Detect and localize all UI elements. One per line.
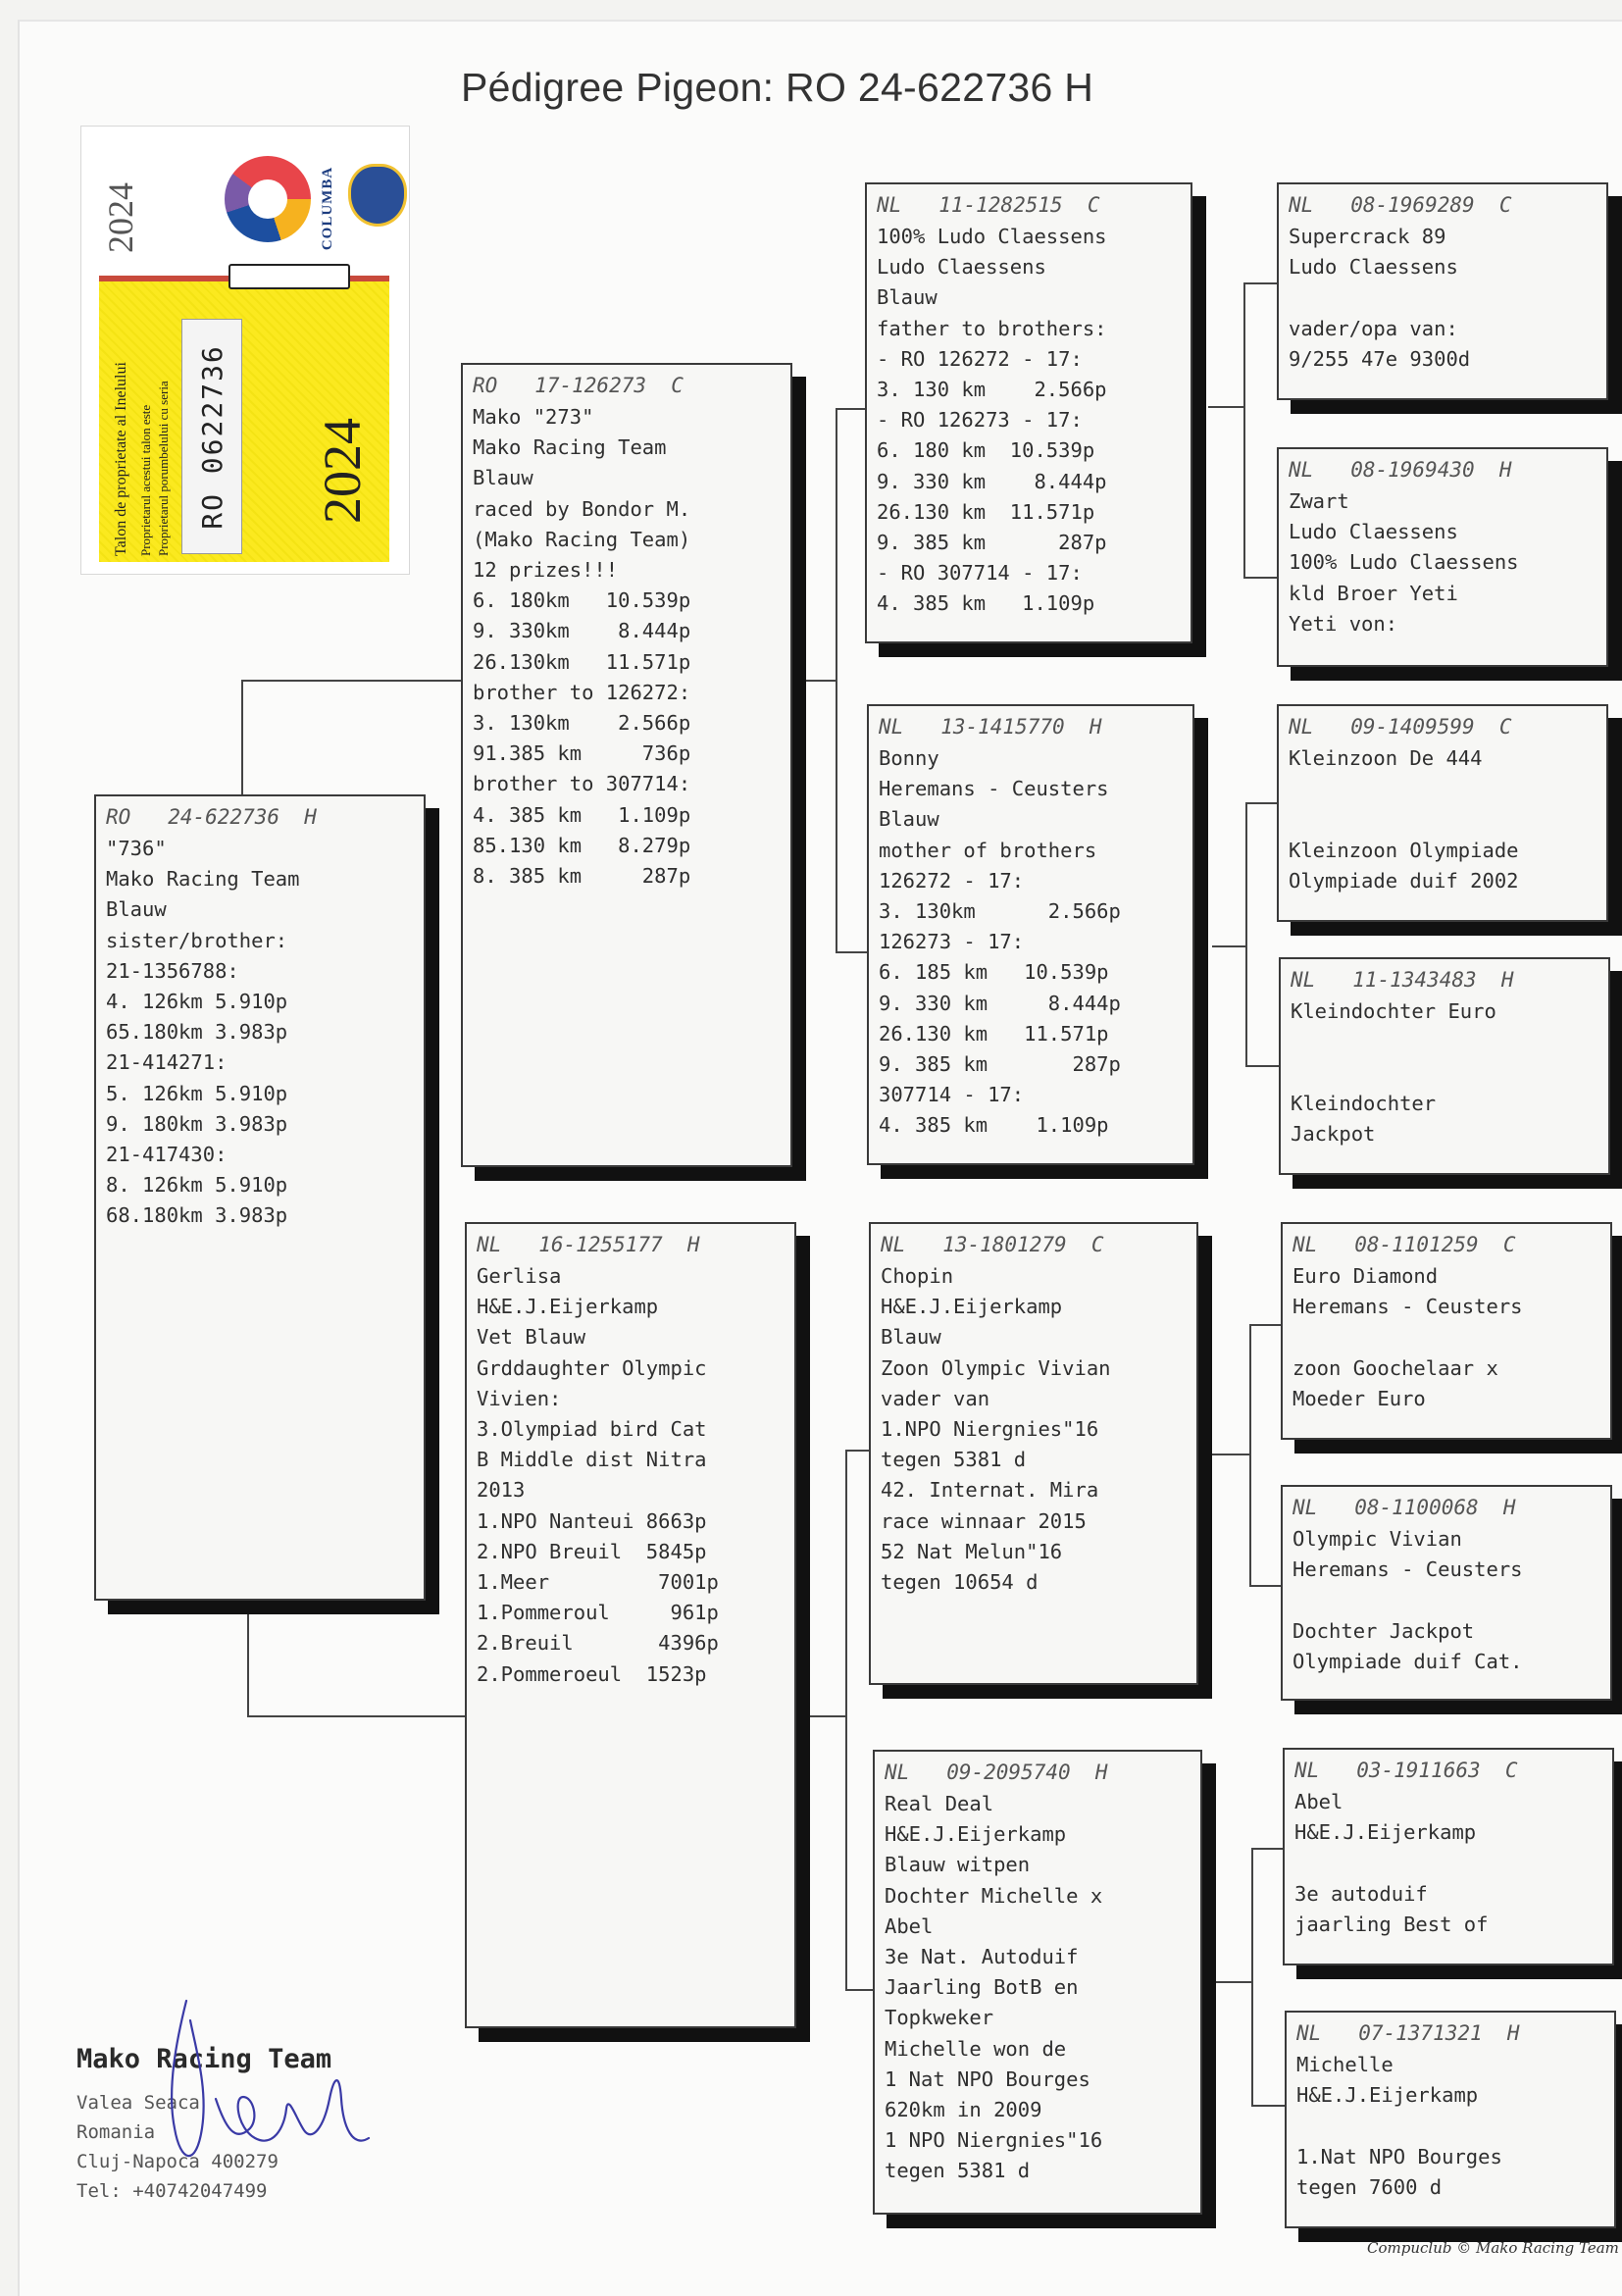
text-line: Valea Seaca	[76, 2092, 200, 2114]
pedigree-box-sire-sire	[865, 182, 1192, 643]
text-line: 4. 385 km 1.109p	[877, 591, 1095, 616]
text-line: 68.180km 3.983p	[106, 1203, 288, 1228]
text-line: Kleindochter	[1291, 1091, 1437, 1115]
pedigree-box-gg-6	[1281, 1485, 1612, 1701]
ring-ownership-label	[80, 126, 410, 575]
ring-number: NL 08-1969289 C	[1289, 193, 1512, 217]
text-line: Heremans - Ceusters	[1293, 1557, 1523, 1582]
text-line: Ludo Claessens	[1289, 255, 1458, 280]
text-line: 1.Nat NPO Bourges	[1296, 2144, 1502, 2168]
text-line: Heremans - Ceusters	[879, 777, 1109, 801]
text-line: Tel: +40742047499	[76, 2180, 268, 2202]
text-line: tegen 5381 d	[881, 1448, 1027, 1472]
text-line: Blauw	[879, 807, 939, 832]
text-line: Cluj-Napoca 400279	[76, 2151, 279, 2172]
text-line: Kleinzoon De 444	[1289, 746, 1483, 770]
connector	[1243, 282, 1245, 577]
text-line: (Mako Racing Team)	[473, 527, 691, 551]
text-line: Grddaughter Olympic	[477, 1355, 707, 1380]
connector	[1243, 577, 1277, 579]
text-line: Blauw	[473, 466, 533, 490]
text-line: vader van	[881, 1386, 990, 1410]
text-line: 3.Olympiad bird Cat	[477, 1417, 707, 1442]
text-line: 2013	[477, 1478, 526, 1503]
connector	[1208, 406, 1245, 408]
text-line: raced by Bondor M.	[473, 496, 691, 521]
text-line: 9/255 47e 9300d	[1289, 346, 1471, 371]
federation-logo-icon	[225, 156, 311, 242]
text-line: 4. 385 km 1.109p	[473, 802, 691, 827]
text-line: 6. 180km 10.539p	[473, 588, 691, 613]
box-body	[1293, 1261, 1600, 1414]
box-body	[477, 1261, 785, 1690]
connector	[845, 1450, 847, 1989]
text-line: Topkweker	[885, 2006, 994, 2030]
text-line: 21-1356788:	[106, 958, 239, 983]
text-line: mother of brothers	[879, 838, 1097, 862]
text-line: H&E.J.Eijerkamp	[885, 1822, 1067, 1847]
text-line	[1289, 774, 1597, 804]
text-line: 65.180km 3.983p	[106, 1020, 288, 1045]
text-line	[1293, 1585, 1600, 1615]
text-line: Bonny	[879, 746, 939, 770]
ring-number: NL 08-1969430 H	[1289, 458, 1512, 482]
ring-number: NL 16-1255177 H	[477, 1233, 700, 1256]
text-line: tegen 7600 d	[1296, 2174, 1443, 2199]
text-line: race winnaar 2015	[881, 1508, 1087, 1533]
text-line: 85.130 km 8.279p	[473, 833, 691, 857]
connector	[836, 408, 865, 410]
connector	[1249, 1585, 1283, 1587]
text-line: 1.NPO Nanteui 8663p	[477, 1508, 707, 1533]
ring-number: NL 11-1282515 C	[877, 193, 1100, 217]
ring-number: NL 13-1801279 C	[881, 1233, 1104, 1256]
text-line: 42. Internat. Mira	[881, 1478, 1099, 1503]
text-line: Jackpot	[1291, 1121, 1376, 1146]
text-line: 8. 385 km 287p	[473, 864, 691, 889]
text-line	[1291, 1057, 1598, 1088]
text-line: 620km in 2009	[885, 2098, 1042, 2122]
text-line: 1 Nat NPO Bourges	[885, 2066, 1090, 2091]
text-line: Mako Racing Team	[106, 867, 300, 892]
ring-number: NL 11-1343483 H	[1291, 968, 1514, 992]
text-line: Romania	[76, 2121, 156, 2143]
text-line: Olympic Vivian	[1293, 1527, 1462, 1551]
text-line: Heremans - Ceusters	[1293, 1295, 1523, 1319]
text-line: Dochter Jackpot	[1293, 1618, 1475, 1643]
text-line: Kleindochter Euro	[1291, 999, 1496, 1023]
text-line: tegen 5381 d	[885, 2159, 1031, 2183]
text-line: Supercrack 89	[1289, 225, 1446, 248]
box-body	[885, 1789, 1191, 2187]
text-line: 6. 185 km 10.539p	[879, 960, 1109, 985]
pedigree-box-gg-4	[1279, 957, 1610, 1175]
text-line: Ludo Claessens	[1289, 520, 1458, 544]
text-line: 126272 - 17:	[879, 868, 1025, 893]
box-body	[1289, 222, 1597, 375]
text-line: Chopin	[881, 1264, 954, 1288]
text-line: Abel	[885, 1913, 934, 1938]
text-line: H&E.J.Eijerkamp	[477, 1295, 659, 1319]
text-line: Vivien:	[477, 1386, 562, 1410]
text-line	[1291, 1027, 1598, 1057]
text-line: 100% Ludo Claessens	[877, 225, 1107, 248]
columba-brand: COLUMBA	[320, 166, 336, 250]
text-line	[1289, 804, 1597, 835]
text-line: Olympiade duif 2002	[1289, 868, 1519, 893]
text-line: 3. 130km 2.566p	[879, 899, 1121, 924]
text-line: 4. 126km 5.910p	[106, 990, 288, 1014]
text-line: 3e Nat. Autoduif	[885, 1945, 1079, 1969]
connector	[836, 951, 871, 953]
ring-number: RO 24-622736 H	[106, 805, 317, 829]
text-line: Vet Blauw	[477, 1325, 586, 1350]
text-line: 21-414271:	[106, 1050, 228, 1075]
text-line	[1289, 282, 1597, 313]
text-line	[1296, 2111, 1604, 2141]
text-line: H&E.J.Eijerkamp	[881, 1295, 1063, 1319]
pedigree-box-subject	[94, 794, 426, 1601]
text-line: - RO 126273 - 17:	[877, 408, 1083, 433]
text-line: Dochter Michelle x	[885, 1883, 1103, 1908]
text-line: 9. 180km 3.983p	[106, 1111, 288, 1136]
connector	[1249, 1324, 1283, 1326]
ring-label-line3: Proprietarul porumbelului cu seria	[156, 381, 171, 556]
box-body	[1296, 2050, 1604, 2203]
ring-number: NL 03-1911663 C	[1294, 1759, 1518, 1782]
text-line: vader/opa van:	[1289, 316, 1458, 340]
pedigree-box-sire-dam	[867, 704, 1194, 1165]
text-line: Blauw	[877, 285, 938, 310]
connector	[800, 680, 837, 682]
connector	[247, 1715, 465, 1717]
pedigree-box-gg-3	[1277, 704, 1608, 922]
box-body	[106, 834, 414, 1232]
text-line: 2.Breuil 4396p	[477, 1631, 719, 1656]
ring-number: NL 07-1371321 H	[1296, 2021, 1520, 2045]
box-body	[1289, 486, 1597, 639]
connector	[1214, 1981, 1253, 1983]
box-body	[879, 743, 1183, 1142]
text-line: 307714 - 17:	[879, 1083, 1025, 1107]
ring-number: NL 09-1409599 C	[1289, 715, 1512, 739]
text-line: brother to 307714:	[473, 772, 691, 796]
box-body	[881, 1261, 1187, 1598]
text-line: Abel	[1294, 1790, 1343, 1813]
ring-number: NL 09-2095740 H	[885, 1760, 1108, 1784]
text-line: 4. 385 km 1.109p	[879, 1113, 1109, 1138]
connector	[247, 1608, 249, 1716]
text-line: H&E.J.Eijerkamp	[1294, 1820, 1477, 1845]
ring-label-line2: Proprietarul acestui talon este	[138, 404, 153, 556]
connector	[1251, 1848, 1287, 1850]
pedigree-box-dam-sire	[869, 1222, 1198, 1685]
text-line: 126273 - 17:	[879, 930, 1025, 954]
pedigree-box-gg-1	[1277, 182, 1608, 400]
text-line: 5. 126km 5.910p	[106, 1081, 288, 1105]
pedigree-box-dam	[465, 1222, 796, 2028]
text-line: H&E.J.Eijerkamp	[1296, 2083, 1479, 2108]
text-line: tegen 10654 d	[881, 1570, 1039, 1595]
text-line: 8. 126km 5.910p	[106, 1173, 288, 1198]
connector	[1212, 945, 1247, 947]
text-line: father to brothers:	[877, 316, 1107, 340]
text-line: - RO 307714 - 17:	[877, 561, 1083, 586]
text-line: Ludo Claessens	[877, 255, 1046, 280]
box-body	[1293, 1524, 1600, 1677]
connector	[1245, 1065, 1279, 1067]
connector	[1243, 282, 1277, 284]
ring-label-line1: Talon de proprietate al Inelului	[113, 362, 129, 556]
text-line: 9. 330km 8.444p	[473, 619, 691, 643]
text-line: Zwart	[1289, 489, 1349, 513]
pedigree-box-gg-7	[1283, 1748, 1614, 1965]
text-line: 91.385 km 736p	[473, 741, 691, 766]
text-line: Jaarling BotB en	[885, 1975, 1079, 2000]
text-line: 1.NPO Niergnies"16	[881, 1417, 1099, 1442]
text-line: - RO 126272 - 17:	[877, 346, 1083, 371]
text-line: jaarling Best of	[1294, 1912, 1489, 1936]
text-line: 9. 385 km 287p	[877, 531, 1107, 555]
text-line: 26.130km 11.571p	[473, 649, 691, 674]
text-line: Mako "273"	[473, 405, 594, 429]
text-line: Gerlisa	[477, 1264, 562, 1288]
text-line: Olympiade duif Cat.	[1293, 1649, 1523, 1673]
text-line: Michelle won de	[885, 2036, 1067, 2061]
connector	[1251, 2105, 1285, 2107]
text-line: 26.130 km 11.571p	[877, 499, 1095, 524]
pedigree-box-gg-2	[1277, 447, 1608, 667]
connector	[1212, 1454, 1251, 1455]
text-line: "736"	[106, 837, 167, 860]
connector	[1251, 1848, 1253, 2105]
box-body	[473, 402, 781, 892]
text-line: Euro Diamond	[1293, 1264, 1439, 1288]
box-body	[1289, 743, 1597, 896]
connector	[806, 1715, 847, 1717]
text-line: 2.Pommeroeul 1523p	[477, 1661, 707, 1686]
page-title: Pédigree Pigeon: RO 24-622736 H	[461, 65, 1094, 110]
ring-serial: RO 0622736	[181, 319, 242, 554]
pedigree-box-dam-dam	[873, 1750, 1202, 2215]
box-body	[1291, 996, 1598, 1149]
text-line	[1294, 1848, 1602, 1878]
text-line: 3. 130km 2.566p	[473, 711, 691, 736]
text-line: Zoon Olympic Vivian	[881, 1355, 1111, 1380]
text-line: Real Deal	[885, 1792, 994, 1815]
text-line: 6. 180 km 10.539p	[877, 438, 1095, 463]
text-line: 100% Ludo Claessens	[1289, 550, 1519, 575]
text-line: 26.130 km 11.571p	[879, 1021, 1109, 1046]
connector	[1245, 802, 1247, 1065]
pedigree-box-gg-8	[1285, 2011, 1616, 2228]
text-line: 1.Meer 7001p	[477, 1570, 719, 1595]
text-line: Blauw witpen	[885, 1853, 1031, 1877]
signature-icon	[157, 1981, 382, 2177]
ring-number: NL 08-1100068 H	[1293, 1496, 1516, 1519]
text-line: 21-417430:	[106, 1143, 228, 1167]
text-line: B Middle dist Nitra	[477, 1448, 707, 1472]
pedigree-box-gg-5	[1281, 1222, 1612, 1440]
ring-year-top: 2024	[101, 182, 140, 253]
text-line: Moeder Euro	[1293, 1386, 1426, 1410]
text-line: 9. 330 km 8.444p	[879, 991, 1121, 1015]
text-line: zoon Goochelaar x	[1293, 1355, 1498, 1380]
text-line: Kleinzoon Olympiade	[1289, 838, 1519, 862]
text-line: Blauw	[106, 897, 167, 922]
text-line: 1 NPO Niergnies"16	[885, 2128, 1103, 2153]
text-line: Michelle	[1296, 2053, 1394, 2076]
text-line: sister/brother:	[106, 928, 288, 952]
ring-number: NL 08-1101259 C	[1293, 1233, 1516, 1256]
text-line: 3e autoduif	[1294, 1881, 1428, 1906]
text-line: Mako Racing Team	[473, 435, 667, 460]
box-body	[877, 222, 1181, 620]
text-line: 1.Pommeroul 961p	[477, 1601, 719, 1625]
text-line	[1293, 1322, 1600, 1352]
connector	[241, 680, 461, 682]
ring-year-big: 2024	[313, 418, 372, 524]
text-line: brother to 126272:	[473, 680, 691, 704]
pedigree-box-sire	[461, 363, 792, 1167]
connector	[1245, 802, 1279, 804]
text-line: Yeti von:	[1289, 611, 1398, 636]
footer-credit: Compuclub © Mako Racing Team	[1367, 2239, 1619, 2257]
text-line: kld Broer Yeti	[1289, 581, 1458, 605]
text-line: 9. 330 km 8.444p	[877, 469, 1107, 493]
text-line: 9. 385 km 287p	[879, 1052, 1121, 1077]
ring-slot	[228, 264, 350, 289]
text-line: 3. 130 km 2.566p	[877, 378, 1107, 402]
text-line: Blauw	[881, 1325, 941, 1350]
owner-name: Mako Racing Team	[76, 2044, 332, 2074]
connector	[241, 680, 243, 794]
box-body	[1294, 1787, 1602, 1940]
text-line: 12 prizes!!!	[473, 558, 619, 583]
text-line: 52 Nat Melun"16	[881, 1539, 1063, 1563]
ring-number: RO 17-126273 C	[473, 374, 684, 397]
text-line: 2.NPO Breuil 5845p	[477, 1539, 707, 1563]
club-badge-icon	[348, 164, 407, 227]
ring-number: NL 13-1415770 H	[879, 715, 1102, 739]
